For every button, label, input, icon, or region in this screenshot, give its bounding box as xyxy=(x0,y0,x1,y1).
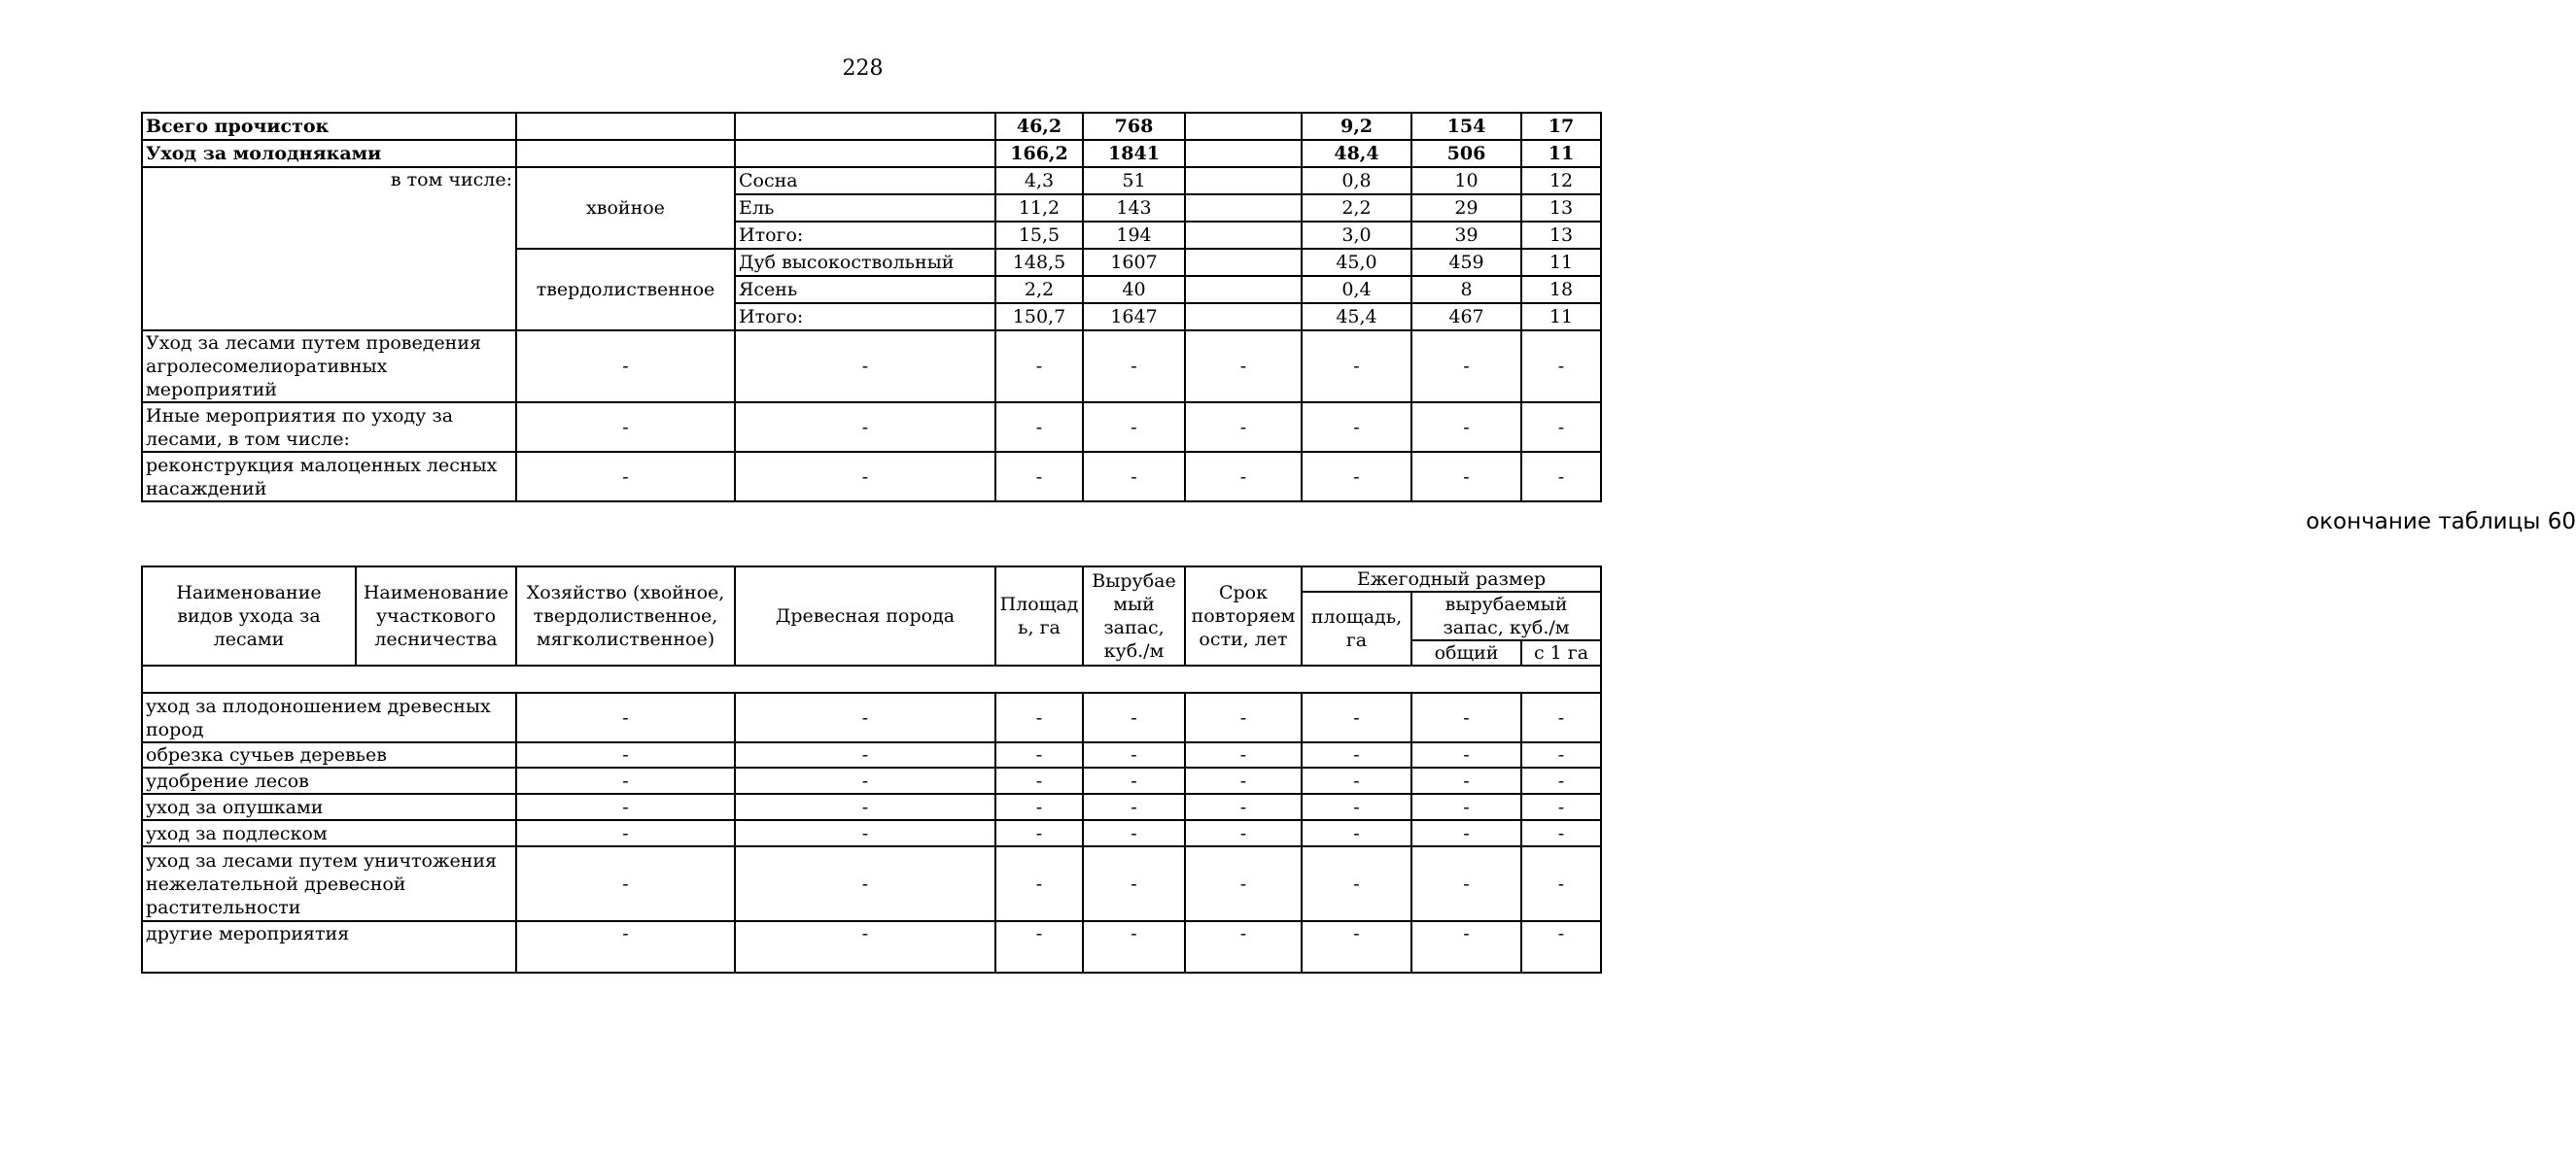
area-cell: 4,3 xyxy=(995,167,1083,194)
dash-cell: - xyxy=(1411,846,1521,921)
species-cell: Итого: xyxy=(735,222,995,249)
dash-cell: - xyxy=(1521,921,1601,973)
header-per-ha: с 1 га xyxy=(1521,640,1601,666)
dash-cell: - xyxy=(516,742,735,768)
dash-cell: - xyxy=(1083,452,1185,501)
row-label: уход за опушками xyxy=(142,794,516,820)
empty-cell xyxy=(1185,222,1302,249)
dash-row xyxy=(142,452,1601,501)
care-table-end xyxy=(141,566,1602,974)
stock-cell: 1607 xyxy=(1083,249,1185,276)
dash-cell: - xyxy=(1185,768,1302,794)
dash-cell: - xyxy=(1185,452,1302,501)
dash-cell: - xyxy=(1185,402,1302,452)
header-area: Площад ь, га xyxy=(995,566,1083,666)
dash-row xyxy=(142,921,1601,973)
dash-row xyxy=(142,330,1601,402)
dash-cell: - xyxy=(1302,402,1411,452)
empty-cell xyxy=(1185,303,1302,330)
empty-cell xyxy=(735,113,995,140)
header-annual-stock: вырубаемый запас, куб./м xyxy=(1411,592,1601,640)
dash-cell: - xyxy=(1185,846,1302,921)
per-ha-cell: 18 xyxy=(1521,276,1601,303)
dash-row xyxy=(142,820,1601,846)
stock-cell: 194 xyxy=(1083,222,1185,249)
dash-row xyxy=(142,768,1601,794)
dash-cell: - xyxy=(1083,794,1185,820)
annual-total-cell: 154 xyxy=(1411,113,1521,140)
group-name: твердолиственное xyxy=(516,249,735,330)
annual-area-cell: 48,4 xyxy=(1302,140,1411,167)
dash-cell: - xyxy=(1411,820,1521,846)
dash-cell: - xyxy=(1302,794,1411,820)
empty-cell xyxy=(516,113,735,140)
care-table-continuation xyxy=(141,112,1602,502)
annual-total-cell: 39 xyxy=(1411,222,1521,249)
dash-cell: - xyxy=(516,794,735,820)
empty-cell xyxy=(1185,276,1302,303)
empty-row xyxy=(142,666,1601,693)
empty-cell xyxy=(1185,194,1302,222)
dash-cell: - xyxy=(516,330,735,402)
per-ha-cell: 11 xyxy=(1521,303,1601,330)
annual-area-cell: 9,2 xyxy=(1302,113,1411,140)
dash-cell: - xyxy=(735,820,995,846)
dash-cell: - xyxy=(1302,820,1411,846)
dash-cell: - xyxy=(1521,820,1601,846)
dash-cell: - xyxy=(1083,742,1185,768)
dash-cell: - xyxy=(516,402,735,452)
dash-cell: - xyxy=(1302,452,1411,501)
dash-cell: - xyxy=(516,452,735,501)
dash-cell: - xyxy=(1083,820,1185,846)
header-annual-area: площадь, га xyxy=(1302,592,1411,666)
area-cell: 15,5 xyxy=(995,222,1083,249)
dash-cell: - xyxy=(1302,330,1411,402)
annual-area-cell: 0,4 xyxy=(1302,276,1411,303)
annual-total-cell: 10 xyxy=(1411,167,1521,194)
species-cell: Ясень xyxy=(735,276,995,303)
stock-cell: 51 xyxy=(1083,167,1185,194)
dash-cell: - xyxy=(995,330,1083,402)
dash-cell: - xyxy=(1411,921,1521,973)
header-care-type: Наименование видов ухода за лесами xyxy=(142,566,356,666)
empty-cell xyxy=(516,140,735,167)
dash-cell: - xyxy=(995,742,1083,768)
dash-cell: - xyxy=(995,768,1083,794)
annual-area-cell: 45,0 xyxy=(1302,249,1411,276)
annual-total-cell: 459 xyxy=(1411,249,1521,276)
stock-cell: 1647 xyxy=(1083,303,1185,330)
header-forestry-district: Наименование участкового лесничества xyxy=(356,566,516,666)
annual-total-cell: 506 xyxy=(1411,140,1521,167)
header-total: общий xyxy=(1411,640,1521,666)
row-label: реконструкция малоценных лесных насаждений xyxy=(142,452,516,501)
dash-cell: - xyxy=(735,330,995,402)
annual-area-cell: 0,8 xyxy=(1302,167,1411,194)
row-label: Всего прочисток xyxy=(142,113,516,140)
per-ha-cell: 11 xyxy=(1521,140,1601,167)
empty-cell xyxy=(1185,167,1302,194)
per-ha-cell: 13 xyxy=(1521,194,1601,222)
dash-cell: - xyxy=(1411,794,1521,820)
dash-cell: - xyxy=(1521,452,1601,501)
dash-cell: - xyxy=(1083,846,1185,921)
row-label: другие мероприятия xyxy=(142,921,516,973)
dash-row xyxy=(142,846,1601,921)
row-label: Иные мероприятия по уходу за лесами, в том числе: xyxy=(142,402,516,452)
dash-cell: - xyxy=(1302,742,1411,768)
dash-cell: - xyxy=(1185,820,1302,846)
row-label: удобрение лесов xyxy=(142,768,516,794)
dash-cell: - xyxy=(516,921,735,973)
per-ha-cell: 12 xyxy=(1521,167,1601,194)
annual-total-cell: 8 xyxy=(1411,276,1521,303)
dash-cell: - xyxy=(1083,330,1185,402)
row-label: обрезка сучьев деревьев xyxy=(142,742,516,768)
annual-area-cell: 3,0 xyxy=(1302,222,1411,249)
dash-cell: - xyxy=(735,452,995,501)
dash-cell: - xyxy=(1185,742,1302,768)
dash-cell: - xyxy=(1083,768,1185,794)
dash-row xyxy=(142,693,1601,742)
stock-cell: 143 xyxy=(1083,194,1185,222)
row-label: уход за подлеском xyxy=(142,820,516,846)
dash-cell: - xyxy=(1411,330,1521,402)
empty-cell xyxy=(142,666,1601,693)
area-cell: 2,2 xyxy=(995,276,1083,303)
dash-cell: - xyxy=(735,768,995,794)
empty-cell xyxy=(1185,113,1302,140)
species-row xyxy=(142,167,1601,194)
dash-cell: - xyxy=(1185,794,1302,820)
empty-cell xyxy=(1185,249,1302,276)
page-number: 228 xyxy=(842,56,884,81)
dash-cell: - xyxy=(1411,402,1521,452)
area-cell: 148,5 xyxy=(995,249,1083,276)
species-cell: Дуб высокоствольный xyxy=(735,249,995,276)
annual-area-cell: 45,4 xyxy=(1302,303,1411,330)
header-repeat-period: Срок повторяем ости, лет xyxy=(1185,566,1302,666)
dash-row xyxy=(142,402,1601,452)
dash-cell: - xyxy=(1302,846,1411,921)
dash-cell: - xyxy=(1185,693,1302,742)
dash-cell: - xyxy=(516,820,735,846)
dash-cell: - xyxy=(1521,693,1601,742)
dash-cell: - xyxy=(1521,742,1601,768)
dash-cell: - xyxy=(995,402,1083,452)
dash-cell: - xyxy=(1185,330,1302,402)
dash-cell: - xyxy=(516,846,735,921)
header-species: Древесная порода xyxy=(735,566,995,666)
dash-cell: - xyxy=(1411,768,1521,794)
dash-cell: - xyxy=(735,794,995,820)
dash-cell: - xyxy=(735,846,995,921)
dash-cell: - xyxy=(995,846,1083,921)
row-label: Уход за лесами путем проведения агролесомелиоративных мероприятий xyxy=(142,330,516,402)
annual-total-cell: 29 xyxy=(1411,194,1521,222)
dash-cell: - xyxy=(735,742,995,768)
dash-cell: - xyxy=(1083,921,1185,973)
per-ha-cell: 11 xyxy=(1521,249,1601,276)
group-name: хвойное xyxy=(516,167,735,249)
dash-cell: - xyxy=(516,693,735,742)
dash-cell: - xyxy=(995,794,1083,820)
dash-cell: - xyxy=(1185,921,1302,973)
dash-cell: - xyxy=(1521,330,1601,402)
dash-cell: - xyxy=(995,820,1083,846)
dash-cell: - xyxy=(1521,794,1601,820)
header-annual-size: Ежегодный размер xyxy=(1302,566,1601,592)
including-label: в том числе: xyxy=(142,167,516,330)
dash-cell: - xyxy=(1521,846,1601,921)
dash-cell: - xyxy=(1411,693,1521,742)
stock-cell: 40 xyxy=(1083,276,1185,303)
dash-cell: - xyxy=(516,768,735,794)
table-caption: окончание таблицы 60 xyxy=(2306,509,2576,534)
row-label: уход за плодоношением древесных пород xyxy=(142,693,516,742)
dash-cell: - xyxy=(1521,402,1601,452)
annual-total-cell: 467 xyxy=(1411,303,1521,330)
annual-area-cell: 2,2 xyxy=(1302,194,1411,222)
area-cell: 150,7 xyxy=(995,303,1083,330)
species-cell: Сосна xyxy=(735,167,995,194)
per-ha-cell: 13 xyxy=(1521,222,1601,249)
dash-cell: - xyxy=(1521,768,1601,794)
stock-cell: 768 xyxy=(1083,113,1185,140)
dash-cell: - xyxy=(1302,921,1411,973)
dash-cell: - xyxy=(1302,768,1411,794)
dash-row xyxy=(142,794,1601,820)
dash-cell: - xyxy=(995,693,1083,742)
dash-cell: - xyxy=(735,402,995,452)
dash-cell: - xyxy=(735,693,995,742)
row-label: уход за лесами путем уничтожения нежелательной древесной растительности xyxy=(142,846,516,921)
dash-cell: - xyxy=(995,452,1083,501)
empty-cell xyxy=(735,140,995,167)
area-cell: 166,2 xyxy=(995,140,1083,167)
row-label: Уход за молодняками xyxy=(142,140,516,167)
stock-cell: 1841 xyxy=(1083,140,1185,167)
empty-cell xyxy=(1185,140,1302,167)
species-cell: Ель xyxy=(735,194,995,222)
dash-cell: - xyxy=(1411,452,1521,501)
dash-row xyxy=(142,742,1601,768)
dash-cell: - xyxy=(1083,693,1185,742)
species-cell: Итого: xyxy=(735,303,995,330)
dash-cell: - xyxy=(735,921,995,973)
young-care-row xyxy=(142,140,1601,167)
total-cleanings-row xyxy=(142,113,1601,140)
area-cell: 46,2 xyxy=(995,113,1083,140)
dash-cell: - xyxy=(1302,693,1411,742)
header-felled-stock: Вырубае мый запас, куб./м xyxy=(1083,566,1185,666)
area-cell: 11,2 xyxy=(995,194,1083,222)
per-ha-cell: 17 xyxy=(1521,113,1601,140)
dash-cell: - xyxy=(1411,742,1521,768)
dash-cell: - xyxy=(995,921,1083,973)
header-economy: Хозяйство (хвойное, твердолиственное, мягколиственное) xyxy=(516,566,735,666)
dash-cell: - xyxy=(1083,402,1185,452)
